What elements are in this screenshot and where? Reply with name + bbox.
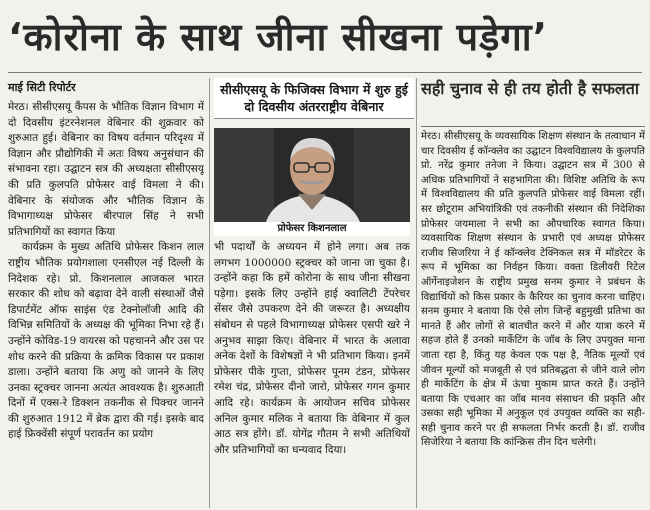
column-divider bbox=[416, 78, 417, 508]
portrait-photo bbox=[214, 128, 410, 222]
left-article-body bbox=[8, 100, 204, 508]
left-paragraph: मेरठ। सीसीएसयू कैंपस के भौतिक विज्ञान विभाग में दो दिवसीय इंटरनेशनल वेबिनार की शुक्रवार को शुरुआत हुई। वेबिनार का विषय वर्तमान परिदृश्य में विज्ञान और प्रौद्योगिकी में अतः विषय अनुसंधान की संभावना रहा। उद्घाटन सत्र की अध्यक्षता सीसीएसयू की प्रति कुलपति प्रोफेसर वाई विमला ने की। वेबिनार के संयोजक और भौतिक विज्ञान के विभागाध्यक्ष प्रोफेसर बीरपाल सिंह ने सभी प्रतिभागियों का स्वागत किया bbox=[8, 101, 204, 238]
column-divider bbox=[209, 78, 210, 508]
right-paragraph: मेरठ। सीसीएसयू के व्यवसायिक शिक्षण संस्थान के तत्वाधान में चार दिवसीय ई कॉन्क्लेव का उद्घाटन विश्वविद्यालय के कुलपति प्रो. नरेंद्र कुमार तनेजा ने किया। उद्घाटन सत्र में 300 से अधिक प्रतिभागियों ने सहभागिता की। विशिष्ट अतिथि के रूप में विश्वविद्यालय की प्रति कुलपति प्रोफेसर वाई विमला रहीं। सर छोटूराम अभियांत्रिकी एवं तकनीकी संस्थान की निदेशिका प्रोफेसर जयमाला ने सभी का औपचारिक स्वागत किया। व्यवसायिक शिक्षण संस्थान के प्रभारी एवं अध्यक्ष प्रोफेसर राजीव सिजरिया ने ई कॉन्क्लेव टेक्निकल सत्र में मॉडरेटर के रूप में भूमिका का निर्वहन किया। वक्ता डिलीवरी रिटेल ऑर्गेनाइजेशन के राष्ट्रीय प्रमुख सनम कुमार ने प्रबंधन के विद्यार्थियों को किस प्रकार के कैरियर का चुनाव करना चाहिए। सनम कुमार ने बताया कि ऐसे लोग जिन्हें बहुमुखी प्रतिभा का मानते हैं और लोगों से बातचीत करने में और यात्रा करने में सहज होते हैं उनको मार्केटिंग के जॉब के लिए उपयुक्त माना जाता रहा है, किंतु यह केवल एक पक्ष है, नैतिक मूल्यों एवं जीवन मूल्यों को मजबूती से एवं प्रतिबद्धता से जीने वाले लोग ही मार्केटिंग के क्षेत्र में ऊंचा मुकाम प्राप्त करते हैं। उन्होंने बताया कि एचआर का जॉब मानव संसाधन की प्रकृति और उसका सही भूमिका में अनुकूल एवं उपयुक्त व्यक्ति का सही-सही चुनाव करने पर ही सफलता निर्भर करती है। डॉ. राजीव सिजेरिया ने बताया कि कांन्क्रिस तीन दिन चलेगी। bbox=[421, 131, 645, 449]
main-headline: ‘कोरोना के साथ जीना सीखना पड़ेगा’ bbox=[8, 15, 549, 59]
middle-headline: सीसीएसयू के फिजिक्स विभाग में शुरु हुई दो दिवसीय अंतरराष्ट्रीय वेबिनार bbox=[214, 78, 414, 119]
portrait-image bbox=[214, 128, 410, 222]
right-headline: सही चुनाव से ही तय होती है सफलता bbox=[421, 79, 640, 98]
right-article-body bbox=[421, 130, 645, 508]
headline-divider bbox=[8, 72, 642, 73]
middle-paragraph: भी पदार्थों के अध्ययन में होने लगा। अब तक लगभग 1000000 स्ट्रक्चर को जाना जा चुका है। उन्होंने कहा कि हमें कोरोना के साथ जीना सीखना पड़ेगा। इसके लिए उन्होंने हाई क्वालिटी टेंपरेचर सेंसर जैसे उपकरण देने की जरूरत है। अध्यक्षीय संबोधन से पहले विभागाध्यक्ष प्रोफेसर एसपी खरे ने अनुभव साझा किए। वेबिनार में भारत के अलावा अनेक देशों के विशेषज्ञों ने भी प्रतिभाग किया। इनमें प्रोफेसर पीके गुप्ता, प्रोफेसर पूनम टंडन, प्रोफेसर रमेश चंद्र, प्रोफेसर दीनो जारो, प्रोफेसर गगन कुमार आदि रहे। कार्यक्रम के आयोजन सचिव प्रोफेसर अनिल कुमार मलिक ने बताया कि वेबिनार में कुल आठ सत्र होंगे। डॉ. योगेंद्र गौतम ने सभी अतिथियों और प्रतिभागियों का धन्यवाद दिया। bbox=[214, 241, 410, 456]
photo-caption: प्रोफेसर किशनलाल bbox=[214, 222, 410, 236]
left-paragraph: कार्यक्रम के मुख्य अतिथि प्रोफेसर किशन लाल राष्ट्रीय भौतिक प्रयोगशाला एनसीएल नई दिल्ली के निदेशक रहे। प्रो. किशनलाल आजकल भारत सरकार की शोध को बढ़ावा देने वाली संस्थाओं जैसे डिपार्टमेंट ऑफ साइंस एंड टेक्नोलॉजी आदि की विभिन्न समितियों के अध्यक्ष की भूमिका निभा रहे हैं। उन्होंने कोविड-19 वायरस को पहचानने और उस पर शोध करने की प्रक्रिया के क्रमिक विकास पर प्रकाश डाला। उन्होंने बताया कि अणु को जानने के लिए उनका स्ट्रक्चर जानना अत्यंत आवश्यक है। शुरुआती दिनों में एक्स-रे डिक्शन तकनीक से पिक्चर जानने की शुरुआत 1912 में ब्रेक द्वारा की गई। इसके बाद हाई फ्रिक्वेंसी संपूर्ण परावर्तन का प्रयोग bbox=[8, 241, 204, 441]
middle-article-body bbox=[214, 240, 410, 508]
right-headline-divider bbox=[421, 126, 645, 127]
byline: माई सिटी रिपोर्टर bbox=[8, 81, 76, 94]
